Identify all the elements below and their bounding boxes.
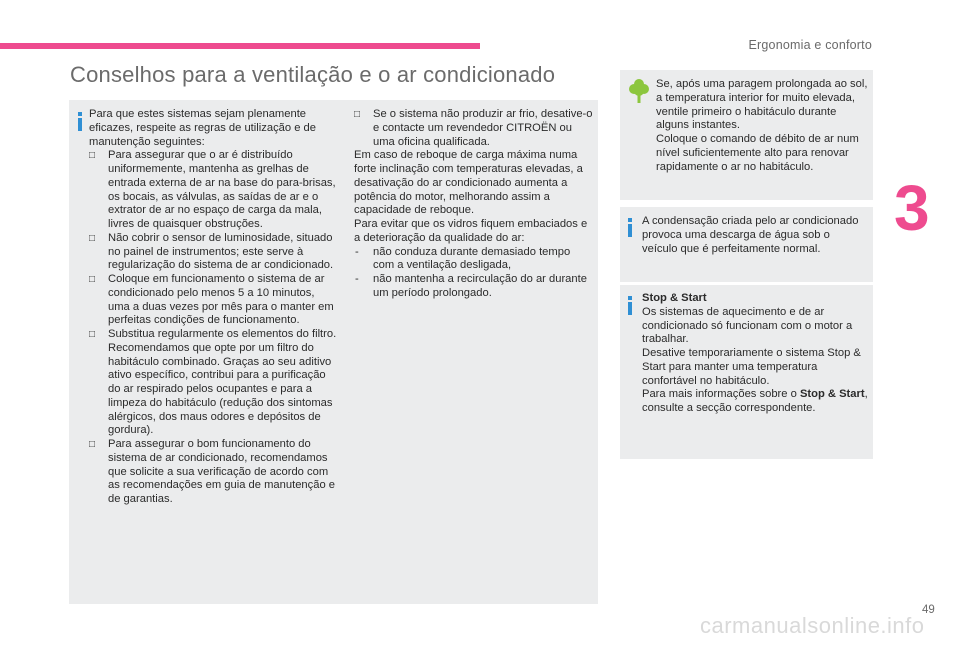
bullet-marker-icon: □ bbox=[89, 274, 96, 285]
list-item: □ Para assegurar que o ar é distribuído uniformemente, mantenha as grelhas de entrada externa de ar na base do para-brisas, os bocais, as válvulas, as saídas de ar e o extrator de ar no espaço de carga da mala, livres de quaisquer obstruções. bbox=[89, 149, 336, 230]
list-item: □ Para assegurar o bom funcionamento do sistema de ar condicionado, recomendamos que solicite a sua verificação de acordo com as recomendações em guia de manutenção e de garantias. bbox=[89, 438, 336, 505]
list-item: □ Se o sistema não produzir ar frio, desative-o e contacte um revendedor CITROËN ou uma oficina qualificada. bbox=[354, 108, 593, 148]
tree-icon bbox=[628, 78, 650, 104]
list-item: - não mantenha a recirculação do ar durante um período prolongado. bbox=[355, 273, 587, 299]
list-item: □ Substitua regularmente os elementos do filtro. Recomendamos que opte por um filtro do habitáculo combinado. Graças ao seu aditivo ativo específico, contribui para a purificação do ar respirado pelos ocupantes e para a limpeza do habitáculo (redução dos sintomas alérgicos, dos maus odores e depósitos de gordura). bbox=[89, 328, 337, 437]
info-icon bbox=[628, 296, 632, 315]
header-accent-bar bbox=[0, 43, 480, 49]
bullet-marker-icon: □ bbox=[354, 109, 361, 120]
bullet-marker-icon: □ bbox=[89, 232, 96, 244]
condensation-text: A condensação criada pelo ar condicionado provoca uma descarga de água sob o veículo que é perfeitamente normal. bbox=[642, 215, 859, 255]
page-title: Conselhos para a ventilação e o ar condicionado bbox=[70, 62, 556, 87]
main-column-right bbox=[354, 108, 594, 301]
stop-start-text: Stop & Start Os sistemas de aquecimento e de ar condicionado só funcionam com o motor a trabalhar. Desative temporariamente o sistema Stop & Start para manter uma temperatura confortável no habitáculo. Para mais informações sobre o Stop & Start, consulte a secção correspondente. bbox=[642, 292, 868, 414]
section-title: Ergonomia e conforto bbox=[748, 38, 872, 52]
info-icon bbox=[628, 218, 632, 237]
fogging-text: Para evitar que os vidros fiquem embaciados e a deterioração da qualidade do ar: bbox=[354, 218, 588, 244]
bullet-marker-icon: □ bbox=[89, 329, 96, 340]
stop-start-heading: Stop & Start bbox=[642, 292, 707, 304]
list-item: - não conduza durante demasiado tempo com a ventilação desligada, bbox=[355, 245, 571, 272]
page-number: 49 bbox=[922, 604, 935, 616]
bullet-marker-icon: □ bbox=[89, 439, 96, 450]
eco-tip-text: Se, após uma paragem prolongada ao sol, a temperatura interior for muito elevada, ventile primeiro o habitáculo durante alguns instantes. Coloque o comando de débito de ar num nível suficientemente alto para renovar rapidamente o ar no habitáculo. bbox=[656, 78, 868, 173]
list-item: □ Não cobrir o sensor de luminosidade, situado no painel de instrumentos; este serve à regularização do sistema de ar condicionado. bbox=[89, 231, 334, 272]
bullet-marker-icon: □ bbox=[89, 150, 96, 162]
list-item: □ Coloque em funcionamento o sistema de ar condicionado pelo menos 5 a 10 minutos, uma a duas vezes por mês para o manter em perfeitas condições de funcionamento. bbox=[89, 273, 334, 327]
info-icon bbox=[78, 112, 82, 131]
main-column-left bbox=[89, 108, 337, 507]
intro-text: Para que estes sistemas sejam plenamente eficazes, respeite as regras de utilização e de manutenção seguintes: bbox=[89, 108, 316, 148]
watermark-text: carmanualsonline.info bbox=[700, 613, 925, 638]
towing-text: Em caso de reboque de carga máxima numa forte inclinação com temperaturas elevadas, a desativação do ar condicionado aumenta a potência do motor, melhorando assim a capacidade de reboque. bbox=[354, 149, 583, 217]
chapter-number: 3 bbox=[894, 172, 930, 244]
